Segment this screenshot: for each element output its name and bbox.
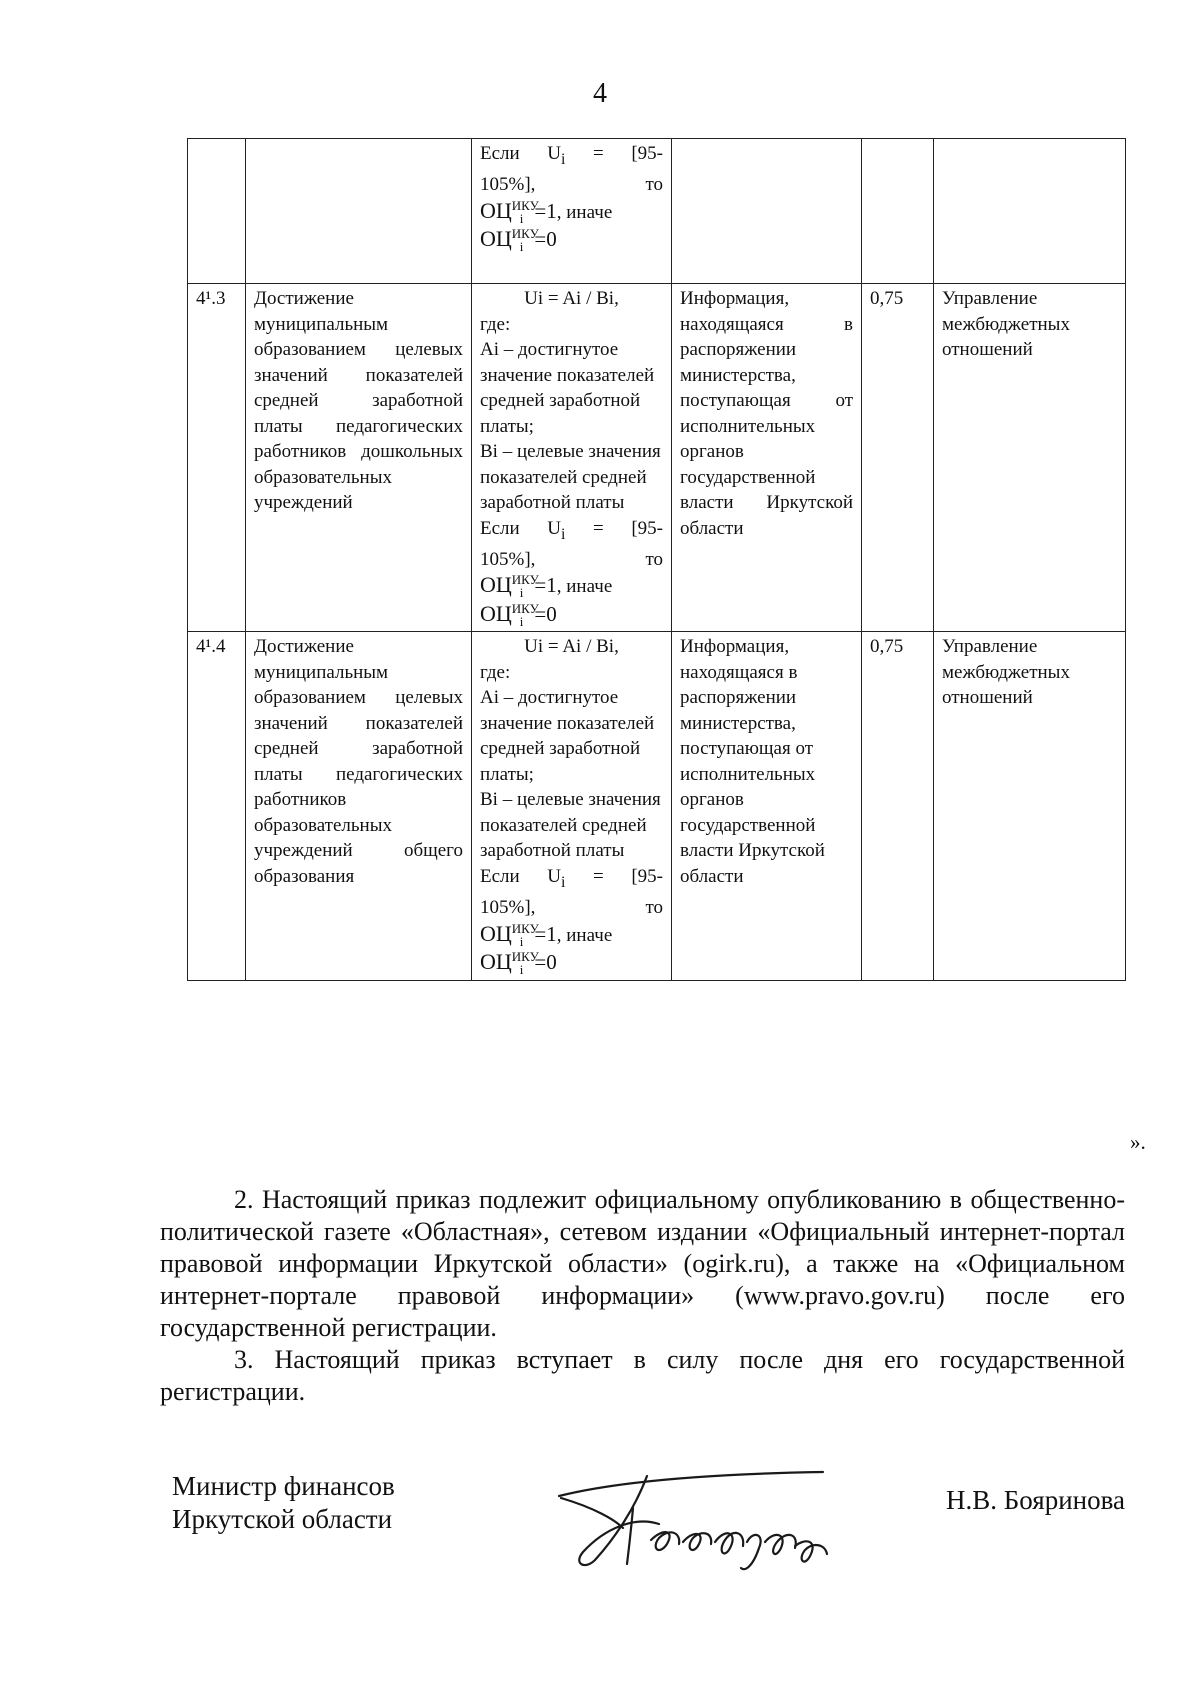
formula-result-0: $ОЦ^{ИКУ}_i =0$ xyxy=(480,226,557,255)
formula-line: Ai – достигнутое значение показателей средней заработной платы; xyxy=(480,687,655,785)
cell-weight: 0,75 xyxy=(862,632,934,980)
formula-condition-line-2: 105%], то xyxy=(480,174,663,196)
formula-line: Ui = Ai / Bi, xyxy=(524,636,619,658)
formula-line: Ai – достигнутое значение показателей средней заработной платы; xyxy=(480,339,655,437)
cell-responsible: Управление межбюджетных отношений xyxy=(934,632,1126,980)
cell-responsible xyxy=(934,139,1126,284)
formula-result-1: $ОЦ^{ИКУ}_i =1$, иначе xyxy=(480,920,613,949)
cell-weight xyxy=(862,139,934,284)
formula-line: Ui = Ai / Bi, xyxy=(524,288,619,309)
paragraph-2: 2. Настоящий приказ подлежит официальному опубликованию в общественно-политической газете «Областная», сетевом издании «Официальный интернет-портал правовой информации Иркутской области» (ogirk.ru), а также на «Официальном интернет-портале правовой информации» (www.pravo.gov.ru) после его государственной регистрации. xyxy=(160,1185,1125,1342)
cell-formula xyxy=(472,632,672,980)
page-number: 4 xyxy=(593,78,607,109)
cell-formula xyxy=(472,284,672,632)
table-row xyxy=(188,284,1126,632)
cell-name: Достижение муниципальным образованием целевых значений показателей средней заработной платы педагогических работников образовательных учреждений общего образования xyxy=(246,632,472,980)
table-row xyxy=(188,139,1126,284)
formula-condition-line-1: Если $U_i = [95-$ xyxy=(480,517,663,543)
formula-condition-line-1: Если $U_i = [95-$ xyxy=(480,143,663,168)
formula-result-0: $ОЦ^{ИКУ}_i =0$ xyxy=(480,949,557,978)
cell-source: Информация, находящаяся в распоряжении министерства, поступающая от исполнительных органов государственной власти Иркутской области xyxy=(672,284,862,632)
cell-number: 4¹.3 xyxy=(188,284,246,632)
cell-number xyxy=(188,139,246,284)
formula-condition-line-2: 105%], то xyxy=(480,548,663,570)
cell-formula xyxy=(472,139,672,284)
criteria-table xyxy=(187,138,1126,981)
formula-line: где: xyxy=(480,661,511,683)
formula-line: где: xyxy=(480,313,511,335)
cell-name: Достижение муниципальным образованием целевых значений показателей средней заработной платы педагогических работников дошкольных образовательных учреждений xyxy=(246,284,472,632)
paragraph-3: 3. Настоящий приказ вступает в силу после дня его государственной регистрации. xyxy=(160,1345,1125,1406)
formula-result-1: $ОЦ^{ИКУ}_i =1$, иначе xyxy=(480,572,613,601)
signatory-title: Министр финансов Иркутской области xyxy=(172,1471,395,1534)
formula-result-1: $ОЦ^{ИКУ}_i =1$, иначе xyxy=(480,197,613,226)
formula-line: Bi – целевые значения показателей средней заработной платы xyxy=(480,789,661,862)
cell-weight: 0,75 xyxy=(862,284,934,632)
closing-quote: ». xyxy=(1130,1130,1146,1154)
formula-result-0: $ОЦ^{ИКУ}_i =0$ xyxy=(480,600,557,629)
table-row xyxy=(188,632,1126,980)
formula-line: Bi – целевые значения показателей средней заработной платы xyxy=(480,441,661,513)
cell-responsible: Управление межбюджетных отношений xyxy=(934,284,1126,632)
cell-source: Информация, находящаяся в распоряжении министерства, поступающая от исполнительных органов государственной власти Иркутской области xyxy=(672,632,862,980)
formula-condition-line-2: 105%], то xyxy=(480,897,663,919)
handwritten-signature-icon xyxy=(555,1468,845,1578)
cell-number: 4¹.4 xyxy=(188,632,246,980)
formula-condition-line-1: Если $U_i = [95-$ xyxy=(480,865,663,891)
cell-source xyxy=(672,139,862,284)
signatory-name: Н.В. Бояринова xyxy=(946,1485,1125,1515)
cell-name xyxy=(246,139,472,284)
